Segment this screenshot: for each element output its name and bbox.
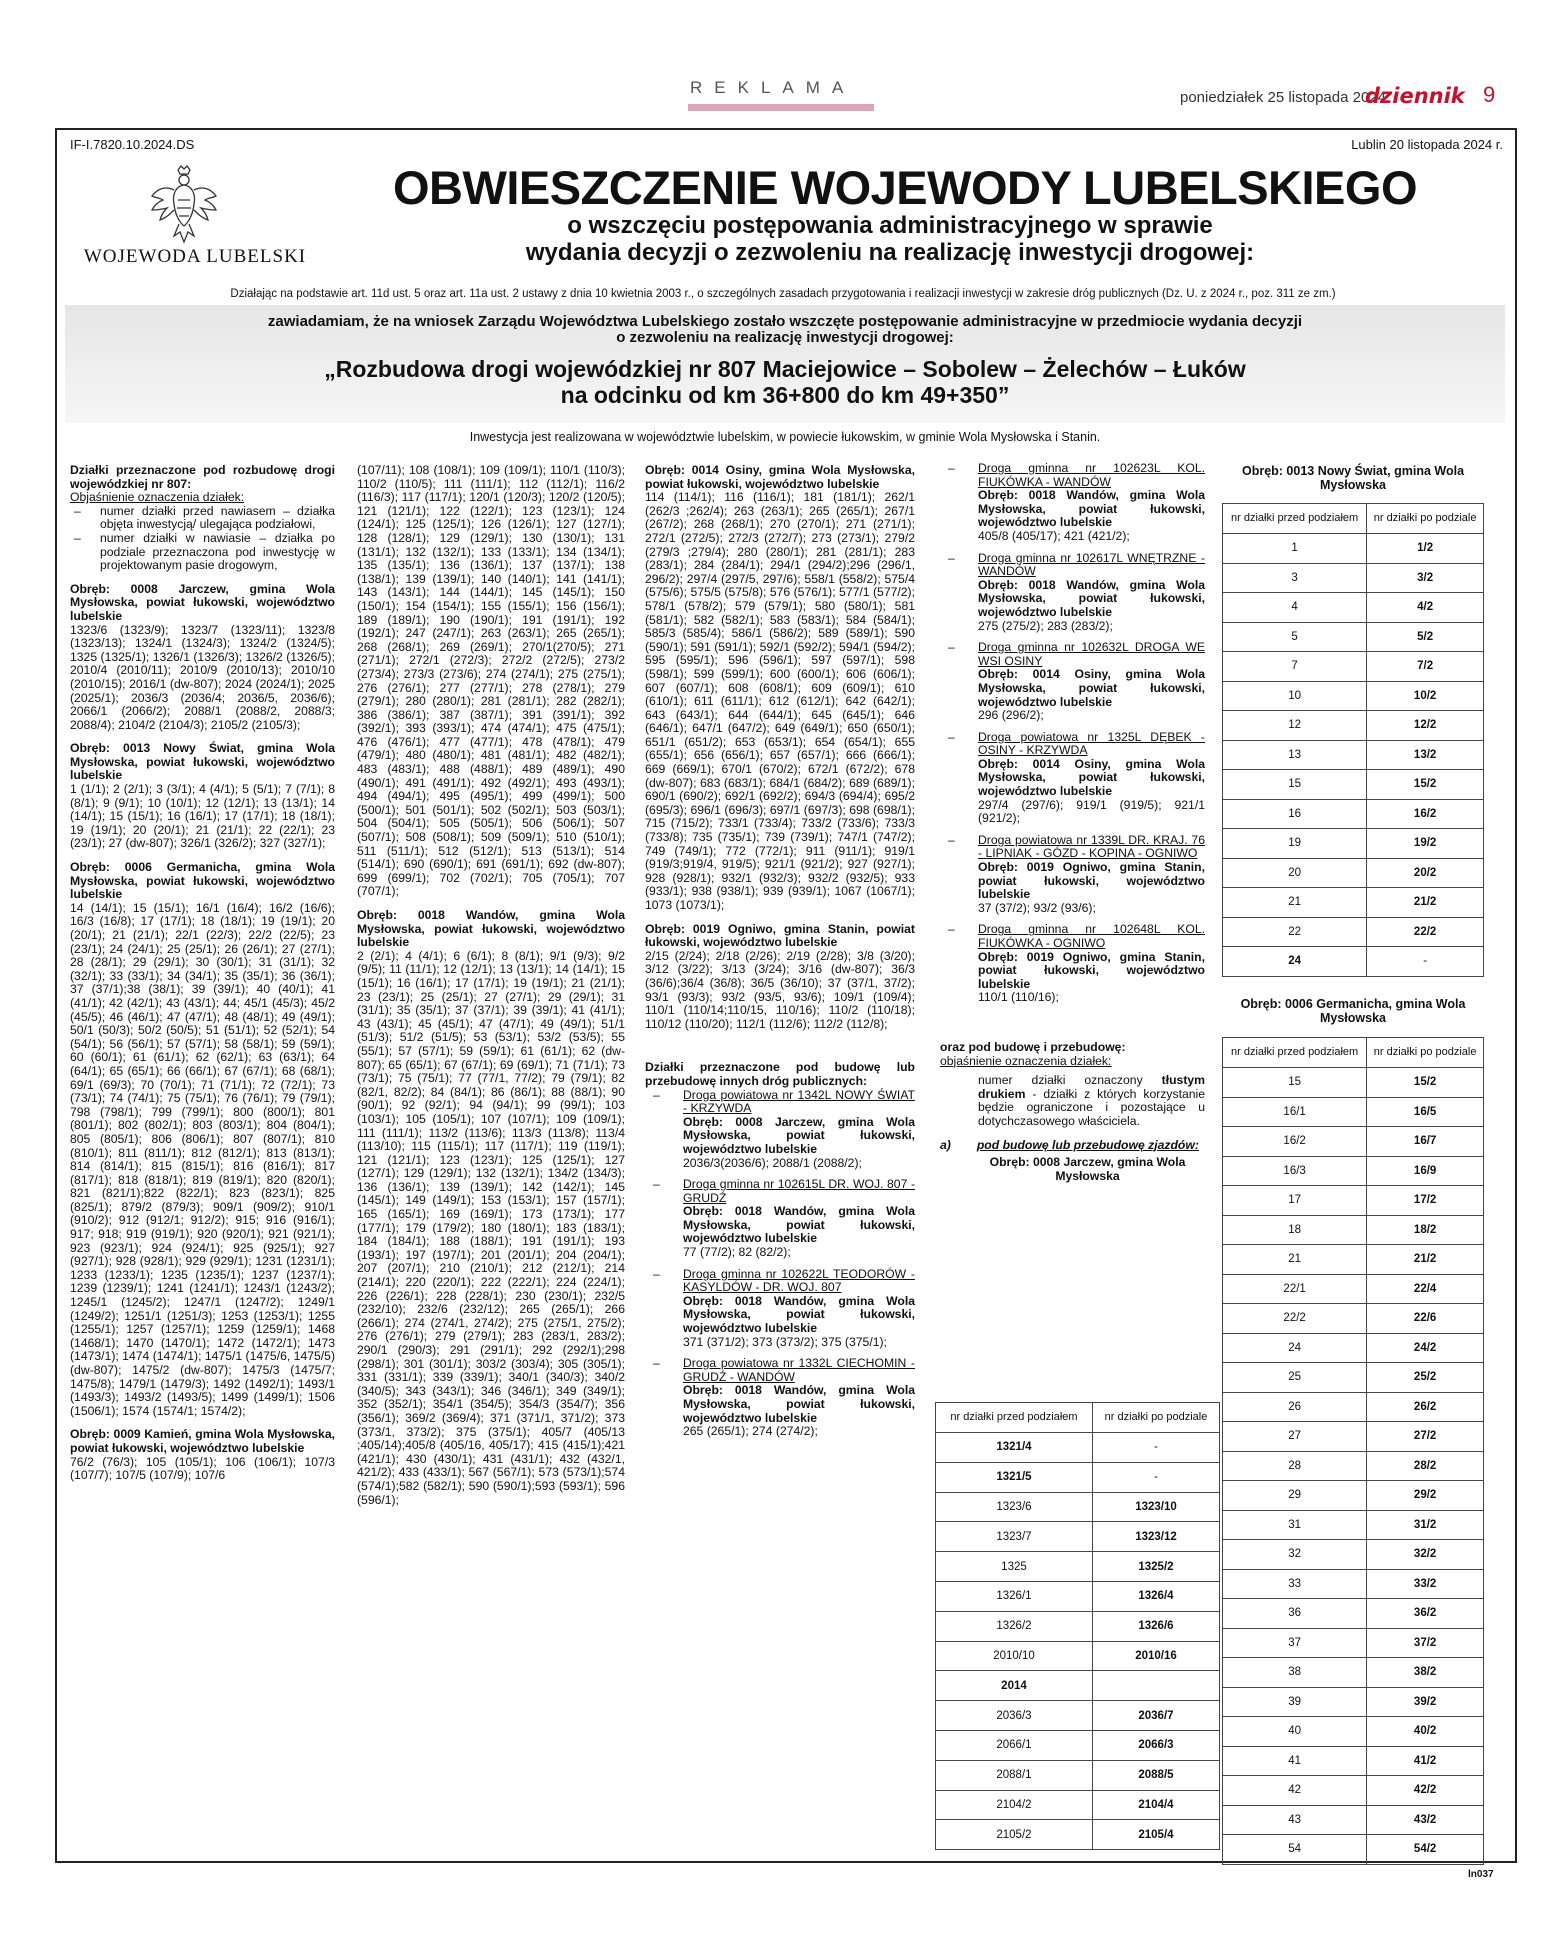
table-row bbox=[936, 1641, 1220, 1671]
authority-name: WOJEWODA LUBELSKI bbox=[83, 246, 307, 267]
parcel-list: 1323/6 (1323/9); 1323/7 (1323/11); 1323/8 (1323/13); 1324/1 (1324/3); 1324/2 (1324/5); 1325 (1325/1); 1326/1 (1326/3); 1326/2 (1326/5); 2010/4 (2010/11); 2010/9 (2010/13); 2010/10 (2010/15); 2016/1 (dw-807); 2024 (2024/1); 2025 (2025/1); 2036/3 (2036/4; 2036/5, 2036/6); 2066/1 (2066/2); 2088/1 (2088/2, 2088/3; 2088/4); 2104/2 (2104/3); 2105/2 (2105/3); bbox=[70, 622, 335, 732]
road-entry: – Droga powiatowa nr 1332L CIECHOMIN - GRUDŹ - WANDÓW Obręb: 0018 Wandów, gmina Wola Mysłowska, powiat łukowski, województwo lubelskie 265 (265/1); 274 (274/2); bbox=[653, 1356, 915, 1439]
parcel-before: 10 bbox=[1223, 681, 1367, 711]
road-entry: – Droga gminna nr 102648L KOL. FIUKÓWKA - OGNIWO Obręb: 0019 Ogniwo, gmina Stanin, powiat łukowski, województwo lubelskie 110/1 (110/16); bbox=[948, 922, 1205, 1005]
parcel-before: 2104/2 bbox=[936, 1790, 1093, 1820]
parcel-table-germanicha bbox=[1222, 1037, 1484, 1865]
table-row bbox=[1223, 681, 1484, 711]
parcel-after: 16/2 bbox=[1367, 799, 1484, 829]
table-row bbox=[1223, 593, 1484, 623]
parcel-list: (107/11); 108 (108/1); 109 (109/1); 110/1 (110/3); 110/2 (110/5); 111 (111/1); 112 (112/1); 116/2 (116/3); 117 (117/1); 120/1 (120/3); 120/2 (120/5); 121 (121/1); 122 (122/1); 123 (123/1); 124 (124/1); 125 (125/1); 126 (126/1); 127 (127/1); 128 (128/1); 129 (129/1); 130 (130/1); 131 (131/1); 132 (132/1); 133 (133/1); 134 (134/1); 135 (135/1); 136 (136/1); 137 (137/1); 138 (138/1); 139 (139/1); 140 (140/1); 141 (141/1); 143 (143/1); 144 (144/1); 145 (145/1); 150 (150/1); 154 (154/1); 155 (155/1); 156 (156/1); 189 (189/1); 190 (190/1); 191 (191/1); 192 (192/1); 247 (247/1); 263 (263/1); 265 (265/1); 268 (268/1); 269 (269/1); 270/1(270/5); 271 (271/1); 272/1 (272/3); 272/2 (272/5); 273/2 (273/4); 273/3 (273/6); 274 (274/1); 275 (275/1); 276 (276/1); 277 (277/1); 278 (278/1); 279 (279/1); 280 (280/1); 281 (281/1); 282 (282/1); 386 (386/1); 387 (387/1); 391 (391/1); 392 (392/1); 393 (393/1); 474 (474/1); 475 (475/1); 476 (476/1); 477 (477/1); 478 (478/1); 479 (479/1); 480 (480/1); 481 (481/1); 482 (482/1); 483 (483/1); 488 (488/1); 489 (489/1); 490 (490/1); 491 (491/1); 492 (492/1); 493 (493/1); 494 (494/1); 495 (495/1); 499 (499/1); 500 (500/1); 501 (501/1); 502 (502/1); 503 (503/1); 504 (504/1); 505 (505/1); 506 (506/1); 507 (507/1); 508 (508/1); 509 (509/1); 510 (510/1); 511 (511/1); 512 (512/1); 513 (513/1); 514 (514/1); 690 (690/1); 691 (691/1); 692 (dw-807); 699 (699/1); 702 (702/1); 705 (705/1); 707 (707/1); bbox=[357, 463, 625, 899]
table-row bbox=[1223, 858, 1484, 888]
parcel-before: 16/1 bbox=[1223, 1097, 1367, 1127]
parcel-before: 20 bbox=[1223, 858, 1367, 888]
roads-heading: Działki przeznaczone pod budowę lub przebudowę innych dróg publicznych: bbox=[645, 1060, 915, 1088]
parcel-before: 33 bbox=[1223, 1569, 1367, 1599]
parcel-after: 12/2 bbox=[1367, 711, 1484, 741]
announcement-title: OBWIESZCZENIE WOJEWODY LUBELSKIEGO bbox=[392, 161, 1418, 214]
table-row bbox=[936, 1671, 1220, 1701]
precinct-heading: Obręb: 0009 Kamień, gmina Wola Mysłowska, powiat łukowski, województwo lubelskie bbox=[70, 1427, 335, 1455]
parcel-after: 32/2 bbox=[1367, 1540, 1484, 1570]
parcel-after: 25/2 bbox=[1367, 1363, 1484, 1393]
parcel-after: 42/2 bbox=[1367, 1776, 1484, 1806]
table-row bbox=[1223, 1363, 1484, 1393]
parcel-list: 114 (114/1); 116 (116/1); 181 (181/1); 262/1 (262/3 ;262/4); 263 (263/1); 265 (265/1); 267/1 (267/2); 268 (268/1); 270 (270/1); 271 (271/1); 272/1 (272/5); 272/3 (272/7); 273 (273/1); 279/2 (279/3 ;279/4); 280 (280/1); 281 (281/1); 283 (283/1); 284 (284/1); 294/1 (294/2);296 (296/1, 296/2); 297/4 (297/5, 297/6); 558/1 (558/2); 575/4 (575/6); 575/5 (575/8); 576 (576/1); 577/1 (577/2); 578/1 (578/2); 579 (579/1); 580 (580/1); 581 (581/1); 582 (582/1); 583 (583/1); 584 (584/1); 585/3 (585/4); 586/1 (586/2); 589 (589/1); 590 (590/1); 591 (591/1); 592/1 (592/2); 594/1 (594/2); 595 (595/1); 596 (596/1); 597 (597/1); 598 (598/1); 599 (599/1); 600 (600/1); 606 (606/1); 607 (607/1); 608 (608/1); 609 (609/1); 610 (610/1); 611 (611/1); 612 (612/1); 642 (642/1); 643 (643/1); 644 (644/1); 645 (645/1); 646 (646/1); 647/1 (647/2); 649 (649/1); 650 (650/1); 651/1 (651/2); 653 (653/1); 654 (654/1); 655 (655/1); 656 (656/1); 657 (657/1); 666 (666/1); 669 (669/1); 670/1 (670/2); 672/1 (672/2); 678 (dw-807); 683 (683/1); 684/1 (684/2); 689 (689/1); 690/1 (690/2); 692/1 (692/2); 694/3 (694/4); 695/2 (695/3); 696/1 (696/3); 697/1 (697/3); 698 (698/1); 715 (715/2); 733/1 (733/4); 733/2 (733/6); 733/3 (733/8); 735 (735/1); 739 (739/1); 747/1 (747/2); 749 (749/1); 772 (772/1); 911 (911/1); 919/1 (919/3;919/4, 919/5); 921/1 (921/2); 927 (927/1); 928 (928/1); 932/1 (932/3); 932/2 (932/5); 933 (933/1); 938 (938/1); 939 (939/1); 1067 (1067/1); 1073 (1073/1); bbox=[645, 490, 915, 912]
parcel-before: 22/1 bbox=[1223, 1274, 1367, 1304]
parcel-after: 38/2 bbox=[1367, 1658, 1484, 1688]
table-row bbox=[1223, 1215, 1484, 1245]
parcel-before: 40 bbox=[1223, 1717, 1367, 1747]
legend-item: – numer działki w nawiasie – działka po podziale przeznaczona pod inwestycję w projektowanym pasie drogowym, bbox=[74, 530, 335, 573]
parcel-after: 24/2 bbox=[1367, 1333, 1484, 1363]
page-masthead bbox=[0, 0, 1558, 130]
notice-text bbox=[160, 314, 1410, 346]
parcel-after: 13/2 bbox=[1367, 740, 1484, 770]
table-row bbox=[1223, 1746, 1484, 1776]
column-2 bbox=[357, 464, 625, 1507]
table-row bbox=[936, 1730, 1220, 1760]
parcel-after: 22/6 bbox=[1367, 1304, 1484, 1334]
table-row bbox=[1223, 1422, 1484, 1452]
notice-line-2: o zezwoleniu na realizację inwestycji drogowej: bbox=[616, 329, 954, 346]
parcel-after: 15/2 bbox=[1367, 770, 1484, 800]
parcel-before: 15 bbox=[1223, 770, 1367, 800]
column-1 bbox=[70, 464, 335, 1483]
parcel-before: 42 bbox=[1223, 1776, 1367, 1806]
parcel-before: 16/2 bbox=[1223, 1127, 1367, 1157]
table-row bbox=[936, 1701, 1220, 1731]
table-row bbox=[1223, 1127, 1484, 1157]
legend-item: – numer działki przed nawiasem – działka objęta inwestycją/ ulegająca podziałowi, bbox=[74, 503, 335, 532]
parcel-list: 2/15 (2/24); 2/18 (2/26); 2/19 (2/28); 3/8 (3/20); 3/12 (3/22); 3/13 (3/24); 3/16 (dw-807); 36/3 (36/6);36/4 (36/8); 36/5 (36/10); 37 (37/1, 37/2); 93/1 (93/3); 93/2 (93/5, 93/6); 109/1 (109/4); 110/1 (110/14;110/15, 110/16); 110/2 (110/18); 110/12 (110/20); 112/1 (112/6); 112/2 (112/8); bbox=[645, 948, 915, 1031]
precinct-heading: Obręb: 0018 Wandów, gmina Wola Mysłowska, powiat łukowski, województwo lubelskie bbox=[357, 908, 625, 950]
table-row bbox=[1223, 563, 1484, 593]
parcel-after: 5/2 bbox=[1367, 622, 1484, 652]
table-row bbox=[1223, 799, 1484, 829]
parcel-after: 2066/3 bbox=[1092, 1730, 1219, 1760]
table-row bbox=[936, 1611, 1220, 1641]
legend-heading: Objaśnienie oznaczenia działek: bbox=[70, 490, 245, 505]
parcel-before: 7 bbox=[1223, 652, 1367, 682]
table-row bbox=[1223, 1658, 1484, 1688]
parcel-before: 2014 bbox=[936, 1671, 1093, 1701]
table-row bbox=[1223, 770, 1484, 800]
table-row bbox=[1223, 1451, 1484, 1481]
parcel-after: - bbox=[1092, 1433, 1219, 1463]
parcel-after: 2104/4 bbox=[1092, 1790, 1219, 1820]
parcel-after: 2036/7 bbox=[1092, 1701, 1219, 1731]
table-row bbox=[1223, 1805, 1484, 1835]
table-row bbox=[1223, 1628, 1484, 1658]
parcel-after: 4/2 bbox=[1367, 593, 1484, 623]
table-row bbox=[1223, 1304, 1484, 1334]
project-line-2: na odcinku od km 36+800 do km 49+350” bbox=[560, 382, 1010, 408]
table-header: nr działki po podziale bbox=[1367, 504, 1484, 534]
parcel-before: 41 bbox=[1223, 1746, 1367, 1776]
table-row bbox=[1223, 1776, 1484, 1806]
parcel-after: 20/2 bbox=[1367, 858, 1484, 888]
road-entry: – Droga powiatowa nr 1342L NOWY ŚWIAT - KRZYWDA Obręb: 0008 Jarczew, gmina Wola Mysłowska, powiat łukowski, województwo lubelskie 2036/3(2036/6); 2088/1 (2088/2); bbox=[653, 1087, 915, 1170]
table-row bbox=[1223, 1540, 1484, 1570]
parcel-before: 13 bbox=[1223, 740, 1367, 770]
parcel-after: 29/2 bbox=[1367, 1481, 1484, 1511]
table-header: nr działki przed podziałem bbox=[1223, 1038, 1367, 1068]
table-row bbox=[1223, 1097, 1484, 1127]
table-row bbox=[936, 1581, 1220, 1611]
parcel-before: 22/2 bbox=[1223, 1304, 1367, 1334]
parcel-after: 39/2 bbox=[1367, 1687, 1484, 1717]
parcel-after: 26/2 bbox=[1367, 1392, 1484, 1422]
parcel-before: 21 bbox=[1223, 888, 1367, 918]
table-row bbox=[1223, 1599, 1484, 1629]
table-row bbox=[1223, 1245, 1484, 1275]
parcel-before: 29 bbox=[1223, 1481, 1367, 1511]
parcel-after: - bbox=[1367, 947, 1484, 977]
ad-code: ln037 bbox=[1468, 1869, 1494, 1880]
parcel-after bbox=[1092, 1671, 1219, 1701]
parcel-before: 1321/4 bbox=[936, 1433, 1093, 1463]
parcel-before: 32 bbox=[1223, 1540, 1367, 1570]
parcel-before: 2010/10 bbox=[936, 1641, 1093, 1671]
table-row bbox=[936, 1820, 1220, 1850]
subtitle-line-2: wydania decyzji o zezwoleniu na realizację inwestycji drogowej: bbox=[525, 239, 1255, 266]
column-4 bbox=[940, 462, 1205, 1183]
parcel-before: 43 bbox=[1223, 1805, 1367, 1835]
parcel-before: 27 bbox=[1223, 1422, 1367, 1452]
table-row bbox=[1223, 1687, 1484, 1717]
parcel-after: 1323/12 bbox=[1092, 1522, 1219, 1552]
parcel-after: 16/7 bbox=[1367, 1127, 1484, 1157]
parcel-after: 2088/5 bbox=[1092, 1760, 1219, 1790]
road-entry: – Droga gminna nr 102632L DROGA WE WSI OSINY Obręb: 0014 Osiny, gmina Wola Mysłowska, powiat łukowski, województwo lubelskie 296 (296/2); bbox=[948, 640, 1205, 723]
parcel-before: 18 bbox=[1223, 1215, 1367, 1245]
parcel-after: 16/5 bbox=[1367, 1097, 1484, 1127]
parcel-before: 2088/1 bbox=[936, 1760, 1093, 1790]
road-entry: – Droga powiatowa nr 1325L DĘBEK - OSINY - KRZYWDA Obręb: 0014 Osiny, gmina Wola Mysłowska, powiat łukowski, województwo lubelskie 297/4 (297/6); 919/1 (919/5); 921/1 (921/2); bbox=[948, 729, 1205, 826]
parcel-after: 15/2 bbox=[1367, 1068, 1484, 1098]
place-date: Lublin 20 listopada 2024 r. bbox=[1351, 137, 1503, 152]
table-header: nr działki po podziale bbox=[1367, 1038, 1484, 1068]
table-row bbox=[936, 1760, 1220, 1790]
parcel-before: 1323/7 bbox=[936, 1522, 1093, 1552]
table-row bbox=[1223, 1274, 1484, 1304]
parcel-after: 2010/16 bbox=[1092, 1641, 1219, 1671]
parcel-before: 1321/5 bbox=[936, 1462, 1093, 1492]
table-row bbox=[1223, 1186, 1484, 1216]
parcel-after: 18/2 bbox=[1367, 1215, 1484, 1245]
precinct-heading: Obręb: 0008 Jarczew, gmina Wola Mysłowska, powiat łukowski, województwo lubelskie bbox=[70, 581, 335, 623]
parcel-before: 26 bbox=[1223, 1392, 1367, 1422]
parcel-before: 31 bbox=[1223, 1510, 1367, 1540]
parcel-before: 36 bbox=[1223, 1599, 1367, 1629]
parcel-list: 76/2 (76/3); 105 (105/1); 106 (106/1); 107/3 (107/7); 107/5 (107/9); 107/6 bbox=[70, 1454, 335, 1483]
table-row bbox=[1223, 740, 1484, 770]
notice-line-1: zawiadamiam, że na wniosek Zarządu Województwa Lubelskiego zostało wszczęte postępowanie administracyjne w przedmiocie wydania decyzji bbox=[267, 313, 1303, 330]
table-row bbox=[1223, 1569, 1484, 1599]
table-row bbox=[1223, 1156, 1484, 1186]
parcel-before: 1323/6 bbox=[936, 1492, 1093, 1522]
parcel-after: 54/2 bbox=[1367, 1835, 1484, 1865]
project-location: Inwestycja jest realizowana w województwie lubelskim, w powiecie łukowskim, w gminie Wola Mysłowska i Stanin. bbox=[469, 430, 1101, 444]
parcel-before: 3 bbox=[1223, 563, 1367, 593]
table-row bbox=[1223, 1510, 1484, 1540]
table-title: Obręb: 0006 Germanicha, gmina Wola Mysłowska bbox=[1240, 997, 1466, 1025]
parcel-before: 1 bbox=[1223, 534, 1367, 564]
parcel-list: 14 (14/1); 15 (15/1); 16/1 (16/4); 16/2 (16/6); 16/3 (16/8); 17 (17/1); 18 (18/1); 19 (19/1); 20 (20/1); 21 (21/1); 22/1 (22/3); 22/2 (22/5); 23 (23/1); 24 (24/1); 25 (25/1); 26 (26/1); 27 (27/1); 28 (28/1); 29 (29/1); 30 (30/1); 31 (31/1); 32 (32/1); 33 (33/1); 34 (34/1); 35 (35/1); 36 (36/1); 37 (37/1);38 (38/1); 39 (39/1); 40 (40/1); 41 (41/1); 42 (42/1); 43 (43/1); 44; 45/1 (45/3); 45/2 (45/5); 46 (46/1); 47 (47/1); 48 (48/1); 49 (49/1); 50/1 (50/3); 50/2 (50/5); 51 (51/1); 52 (52/1); 54 (54/1); 56 (56/1); 57 (57/1); 58 (58/1); 59 (59/1); 60 (60/1); 61 (61/1); 62 (62/1); 63 (63/1); 64 (64/1); 65 (65/1); 66 (66/1); 67 (67/1); 68 (68/1); 69/1 (69/3); 70 (70/1); 71 (71/1); 72 (72/1); 73 (73/1); 74 (74/1); 75 (75/1); 76 (76/1); 79 (79/1); 798 (798/1); 799 (799/1); 800 (800/1); 801 (801/1); 802 (802/1); 803 (803/1); 804 (804/1); 805 (805/1); 806 (806/1); 807 (807/1); 810 (810/1); 811 (811/1); 812 (812/1); 813 (813/1); 814 (814/1); 815 (815/1); 816 (816/1); 817 (817/1); 818 (818/1); 819 (819/1); 820 (820/1); 821 (821/1);822 (822/1); 823 (823/1); 825 (825/1); 879/2 (879/3); 909/1 (909/2); 910/1 (910/2); 912 (912/1; 912/2); 915; 916 (916/1); 917; 918; 919 (919/1); 920 (920/1); 921 (921/1); 923 (923/1); 924 (924/1); 925 (925/1); 927 (927/1); 928 (928/1); 929 (929/1); 1231 (1231/1); 1233 (1233/1); 1235 (1235/1); 1237 (1237/1); 1239 (1239/1); 1241 (1241/1); 1243/1 (1243/2); 1245/1 (1245/2); 1247/1 (1247/2); 1249/1 (1249/2); 1251/1 (1251/3); 1253 (1253/1); 1255 (1255/1); 1257 (1257/1); 1259 (1259/1); 1468 (1468/1); 1470 (1470/1); 1472 (1472/1); 1473 (1473/1); 1474 (1474/1); 1475/1 (1475/6, 1475/5) (dw-807); 1475/2 (dw-807); 1475/3 (1475/7; 1475/8); 1479/1 (1479/3); 1492 (1492/1); 1493/1 (1493/3); 1493/2 (1493/5); 1499 (1499/1); 1506 (1506/1); 1574 (1574/1; 1574/2); bbox=[70, 900, 335, 1418]
table-header: nr działki po podziale bbox=[1092, 1403, 1219, 1433]
table-row bbox=[1223, 1392, 1484, 1422]
table-title: Obręb: 0013 Nowy Świat, gmina Wola Mysłowska bbox=[1241, 464, 1465, 492]
parcel-after: 28/2 bbox=[1367, 1451, 1484, 1481]
subtitle-line-1: o wszczęciu postępowania administracyjnego w sprawie bbox=[567, 212, 1213, 239]
parcel-before: 1326/2 bbox=[936, 1611, 1093, 1641]
newspaper-logo: dziennik bbox=[1365, 84, 1465, 108]
parcel-after: 27/2 bbox=[1367, 1422, 1484, 1452]
table-row bbox=[1223, 711, 1484, 741]
table-row bbox=[936, 1462, 1220, 1492]
parcel-before: 28 bbox=[1223, 1451, 1367, 1481]
road-entry: – Droga gminna nr 102617L WNĘTRZNE - WANDÓW Obręb: 0018 Wandów, gmina Wola Mysłowska, powiat łukowski, województwo lubelskie 275 (275/2); 283 (283/2); bbox=[948, 550, 1205, 633]
parcel-after: 22/2 bbox=[1367, 917, 1484, 947]
legal-basis: Działając na podstawie art. 11d ust. 5 oraz art. 11a ust. 2 ustawy z dnia 10 kwietnia 2003 r., o szczególnych zasadach przygotowania i realizacji inwestycji w zakresie dróg publicznych (Dz. U. z 2024 r., poz. 311 ze zm.) bbox=[230, 288, 1336, 300]
parcel-after: 37/2 bbox=[1367, 1628, 1484, 1658]
parcel-table-jarczew bbox=[935, 1402, 1220, 1850]
parcel-after: 21/2 bbox=[1367, 888, 1484, 918]
parcel-before: 19 bbox=[1223, 829, 1367, 859]
build-heading: oraz pod budowę i przebudowę: bbox=[940, 1039, 1126, 1054]
precinct-heading: Obręb: 0008 Jarczew, gmina Wola Mysłowska bbox=[989, 1155, 1186, 1183]
parcel-after: 10/2 bbox=[1367, 681, 1484, 711]
road-entry: – Droga gminna nr 102622L TEODORÓW - KASYLDÓW - DR. WOJ. 807 Obręb: 0018 Wandów, gmina Wola Mysłowska, powiat łukowski, województwo lubelskie 371 (371/2); 373 (373/2); 375 (375/1); bbox=[653, 1266, 915, 1349]
parcel-before: 37 bbox=[1223, 1628, 1367, 1658]
parcel-before: 2036/3 bbox=[936, 1701, 1093, 1731]
parcel-after: 16/9 bbox=[1367, 1156, 1484, 1186]
parcel-after: 21/2 bbox=[1367, 1245, 1484, 1275]
parcel-before: 21 bbox=[1223, 1245, 1367, 1275]
precinct-heading: Obręb: 0019 Ogniwo, gmina Stanin, powiat łukowski, województwo lubelskie bbox=[645, 921, 915, 950]
table-header: nr działki przed podziałem bbox=[936, 1403, 1093, 1433]
parcel-before: 38 bbox=[1223, 1658, 1367, 1688]
eagle-emblem-icon bbox=[148, 164, 220, 246]
precinct-heading: Obręb: 0006 Germanicha, gmina Wola Mysłowska, powiat łukowski, województwo lubelskie bbox=[70, 860, 335, 902]
parcel-before: 1325 bbox=[936, 1552, 1093, 1582]
parcel-after: 33/2 bbox=[1367, 1569, 1484, 1599]
precinct-heading: Obręb: 0014 Osiny, gmina Wola Mysłowska, powiat łukowski, województwo lubelskie bbox=[645, 463, 915, 491]
parcel-before: 16/3 bbox=[1223, 1156, 1367, 1186]
announcement-subtitle bbox=[360, 212, 1420, 266]
parcel-table-nowy-swiat bbox=[1222, 503, 1484, 977]
table-row bbox=[936, 1790, 1220, 1820]
parcel-after: 17/2 bbox=[1367, 1186, 1484, 1216]
parcel-before: 39 bbox=[1223, 1687, 1367, 1717]
parcel-after: 1323/10 bbox=[1092, 1492, 1219, 1522]
reference-number: IF-I.7820.10.2024.DS bbox=[70, 137, 195, 152]
column-3 bbox=[645, 464, 915, 1447]
table-row bbox=[936, 1552, 1220, 1582]
parcel-before: 22 bbox=[1223, 917, 1367, 947]
parcel-before: 12 bbox=[1223, 711, 1367, 741]
parcel-after: 40/2 bbox=[1367, 1717, 1484, 1747]
parcel-before: 1326/1 bbox=[936, 1581, 1093, 1611]
parcel-before: 17 bbox=[1223, 1186, 1367, 1216]
section-underline bbox=[688, 104, 874, 111]
parcel-before: 24 bbox=[1223, 947, 1367, 977]
table-row bbox=[936, 1433, 1220, 1463]
precinct-heading: Obręb: 0013 Nowy Świat, gmina Wola Mysłowska, powiat łukowski, województwo lubelskie bbox=[70, 741, 335, 783]
parcel-after: 1/2 bbox=[1367, 534, 1484, 564]
parcel-before: 15 bbox=[1223, 1068, 1367, 1098]
parcel-before: 4 bbox=[1223, 593, 1367, 623]
parcel-after: 7/2 bbox=[1367, 652, 1484, 682]
parcel-before: 16 bbox=[1223, 799, 1367, 829]
table-row bbox=[936, 1522, 1220, 1552]
parcel-after: 36/2 bbox=[1367, 1599, 1484, 1629]
table-row bbox=[1223, 1068, 1484, 1098]
parcel-after: 19/2 bbox=[1367, 829, 1484, 859]
parcel-before: 2105/2 bbox=[936, 1820, 1093, 1850]
road-entry: – Droga powiatowa nr 1339L DR. KRAJ. 76 - LIPNIAK - GÓZD - KOPINA - OGNIWO Obręb: 0019 Ogniwo, gmina Stanin, powiat łukowski, województwo lubelskie 37 (37/2); 93/2 (93/6); bbox=[948, 832, 1205, 915]
table-header: nr działki przed podziałem bbox=[1223, 504, 1367, 534]
table-row bbox=[936, 1492, 1220, 1522]
table-row bbox=[1223, 888, 1484, 918]
build-legend: numer działki oznaczony tłustym drukiem - działki z których korzystanie będzie ograniczone i pozostające u dotychczasowego właściciela. bbox=[978, 1073, 1206, 1128]
table-row bbox=[1223, 652, 1484, 682]
road-entry: – Droga gminna nr 102623L KOL. FIUKÓWKA - WANDÓW Obręb: 0018 Wandów, gmina Wola Mysłowska, powiat łukowski, województwo lubelskie 405/8 (405/17); 421 (421/2); bbox=[948, 461, 1205, 543]
project-line-1: „Rozbudowa drogi wojewódzkiej nr 807 Maciejowice – Sobolew – Żelechów – Łuków bbox=[324, 356, 1246, 382]
section-heading: Działki przeznaczone pod rozbudowę drogi wojewódzkiej nr 807: bbox=[70, 463, 335, 491]
build-legend-heading: objaśnienie oznaczenia działek: bbox=[940, 1053, 1112, 1068]
parcel-after: 1326/6 bbox=[1092, 1611, 1219, 1641]
parcel-list: 1 (1/1); 2 (2/1); 3 (3/1); 4 (4/1); 5 (5/1); 7 (7/1); 8 (8/1); 9 (9/1); 10 (10/1); 12 (12/1); 13 (13/1); 14 (14/1); 15 (15/1); 16 (16/1); 17 (17/1); 18 (18/1); 19 (19/1); 20 (20/1); 21 (21/1); 22 (22/1); 23 (23/1); 27 (dw-807); 326/1 (326/2); 327 (327/1); bbox=[70, 782, 335, 851]
table-row bbox=[1223, 1835, 1484, 1865]
parcel-before: 25 bbox=[1223, 1363, 1367, 1393]
table-row bbox=[1223, 1333, 1484, 1363]
table-row bbox=[1223, 829, 1484, 859]
section-label: REKLAMA bbox=[690, 78, 856, 97]
parcel-after: 2105/4 bbox=[1092, 1820, 1219, 1850]
issue-date: poniedziałek 25 listopada 2024 bbox=[1180, 89, 1386, 106]
parcel-after: 22/4 bbox=[1367, 1274, 1484, 1304]
table-row bbox=[1223, 534, 1484, 564]
table-row bbox=[1223, 947, 1484, 977]
parcel-before: 5 bbox=[1223, 622, 1367, 652]
parcel-after: - bbox=[1092, 1462, 1219, 1492]
parcel-after: 1325/2 bbox=[1092, 1552, 1219, 1582]
parcel-after: 1326/4 bbox=[1092, 1581, 1219, 1611]
parcel-before: 54 bbox=[1223, 1835, 1367, 1865]
table-row bbox=[1223, 1481, 1484, 1511]
table-row bbox=[1223, 622, 1484, 652]
project-name bbox=[200, 356, 1370, 408]
parcel-after: 41/2 bbox=[1367, 1746, 1484, 1776]
table-row bbox=[1223, 917, 1484, 947]
road-entry: – Droga gminna nr 102615L DR. WOJ. 807 - GRUDŹ Obręb: 0018 Wandów, gmina Wola Mysłowska, powiat łukowski, województwo lubelskie 77 (77/2); 82 (82/2); bbox=[653, 1177, 915, 1260]
table-row bbox=[1223, 1717, 1484, 1747]
parcel-before: 24 bbox=[1223, 1333, 1367, 1363]
parcel-after: 3/2 bbox=[1367, 563, 1484, 593]
parcel-after: 43/2 bbox=[1367, 1805, 1484, 1835]
parcel-before: 2066/1 bbox=[936, 1730, 1093, 1760]
parcel-after: 31/2 bbox=[1367, 1510, 1484, 1540]
subsection-a: a) pod budowę lub przebudowę zjazdów: bbox=[940, 1137, 1199, 1152]
parcel-list: 2 (2/1); 4 (4/1); 6 (6/1); 8 (8/1); 9/1 (9/3); 9/2 (9/5); 11 (11/1); 12 (12/1); 13 (13/1); 14 (14/1); 15 (15/1); 16 (16/1); 17 (17/1); 19 (19/1); 21 (21/1); 23 (23/1); 25 (25/1); 27 (27/1); 29 (29/1); 31 (31/1); 35 (35/1); 37 (37/1); 39 (39/1); 41 (41/1); 43 (43/1); 45 (45/1); 47 (47/1); 49 (49/1); 51/1 (51/3); 51/2 (51/5); 53 (53/1); 53/2 (53/5); 55 (55/1); 57 (57/1); 59 (59/1); 61 (61/1); 62 (dw-807); 65 (65/1); 67 (67/1); 69 (69/1); 71 (71/1); 73 (73/1); 75 (75/1); 77 (77/1, 77/2); 79 (79/1); 82 (82/1, 82/2); 84 (84/1); 86 (86/1); 88 (88/1); 90 (90/1); 92 (92/1); 94 (94/1); 99 (99/1); 103 (103/1); 105 (105/1); 107 (107/1); 109 (109/1); 111 (111/1); 113/2 (113/6); 113/3 (113/8); 113/4 (113/10); 115 (115/1); 117 (117/1); 119 (119/1); 121 (121/1); 123 (123/1); 125 (125/1); 127 (127/1); 129 (129/1); 132 (132/1); 134/2 (134/3); 136 (136/1); 139 (139/1); 142 (142/1); 145 (145/1); 149 (149/1); 153 (153/1); 157 (157/1); 165 (165/1); 169 (169/1); 173 (173/1); 177 (177/1); 179 (179/2); 180 (180/1); 183 (183/1); 184 (184/1); 188 (188/1); 191 (191/1); 193 (193/1); 197 (197/1); 201 (201/1); 204 (204/1); 207 (207/1); 210 (210/1); 212 (212/1); 214 (214/1); 220 (220/1); 222 (222/1); 224 (224/1); 226 (226/1); 228 (228/1); 230 (230/1); 232/5 (232/10); 232/6 (232/12); 265 (265/1); 266 (266/1); 274 (274/1, 274/2); 275 (275/1, 275/2); 276 (276/1); 279 (279/1); 283 (283/1, 283/2); 290/1 (290/3); 291 (291/1); 292 (292/1);298 (298/1); 301 (301/1); 303/2 (303/4); 305 (305/1); 331 (331/1); 339 (339/1); 340/1 (340/3); 340/2 (340/5); 343 (343/1); 346 (346/1); 349 (349/1); 352 (352/1); 354/1 (354/5); 354/3 (354/7); 356 (356/1); 369/2 (369/4); 371 (371/1, 371/2); 373 (373/1, 373/2); 375 (375/1); 405/7 (405/13 ;405/14);405/8 (405/16, 405/17); 415 (415/1);421 (421/1); 430 (430/1); 431 (431/1); 432 (432/1, 421/2); 433 (433/1); 567 (567/1); 573 (573/1);574 (574/1);582 (582/1); 590 (590/1);593 (593/1); 596 (596/1); bbox=[357, 948, 625, 1507]
page-number: 9 bbox=[1483, 82, 1496, 107]
